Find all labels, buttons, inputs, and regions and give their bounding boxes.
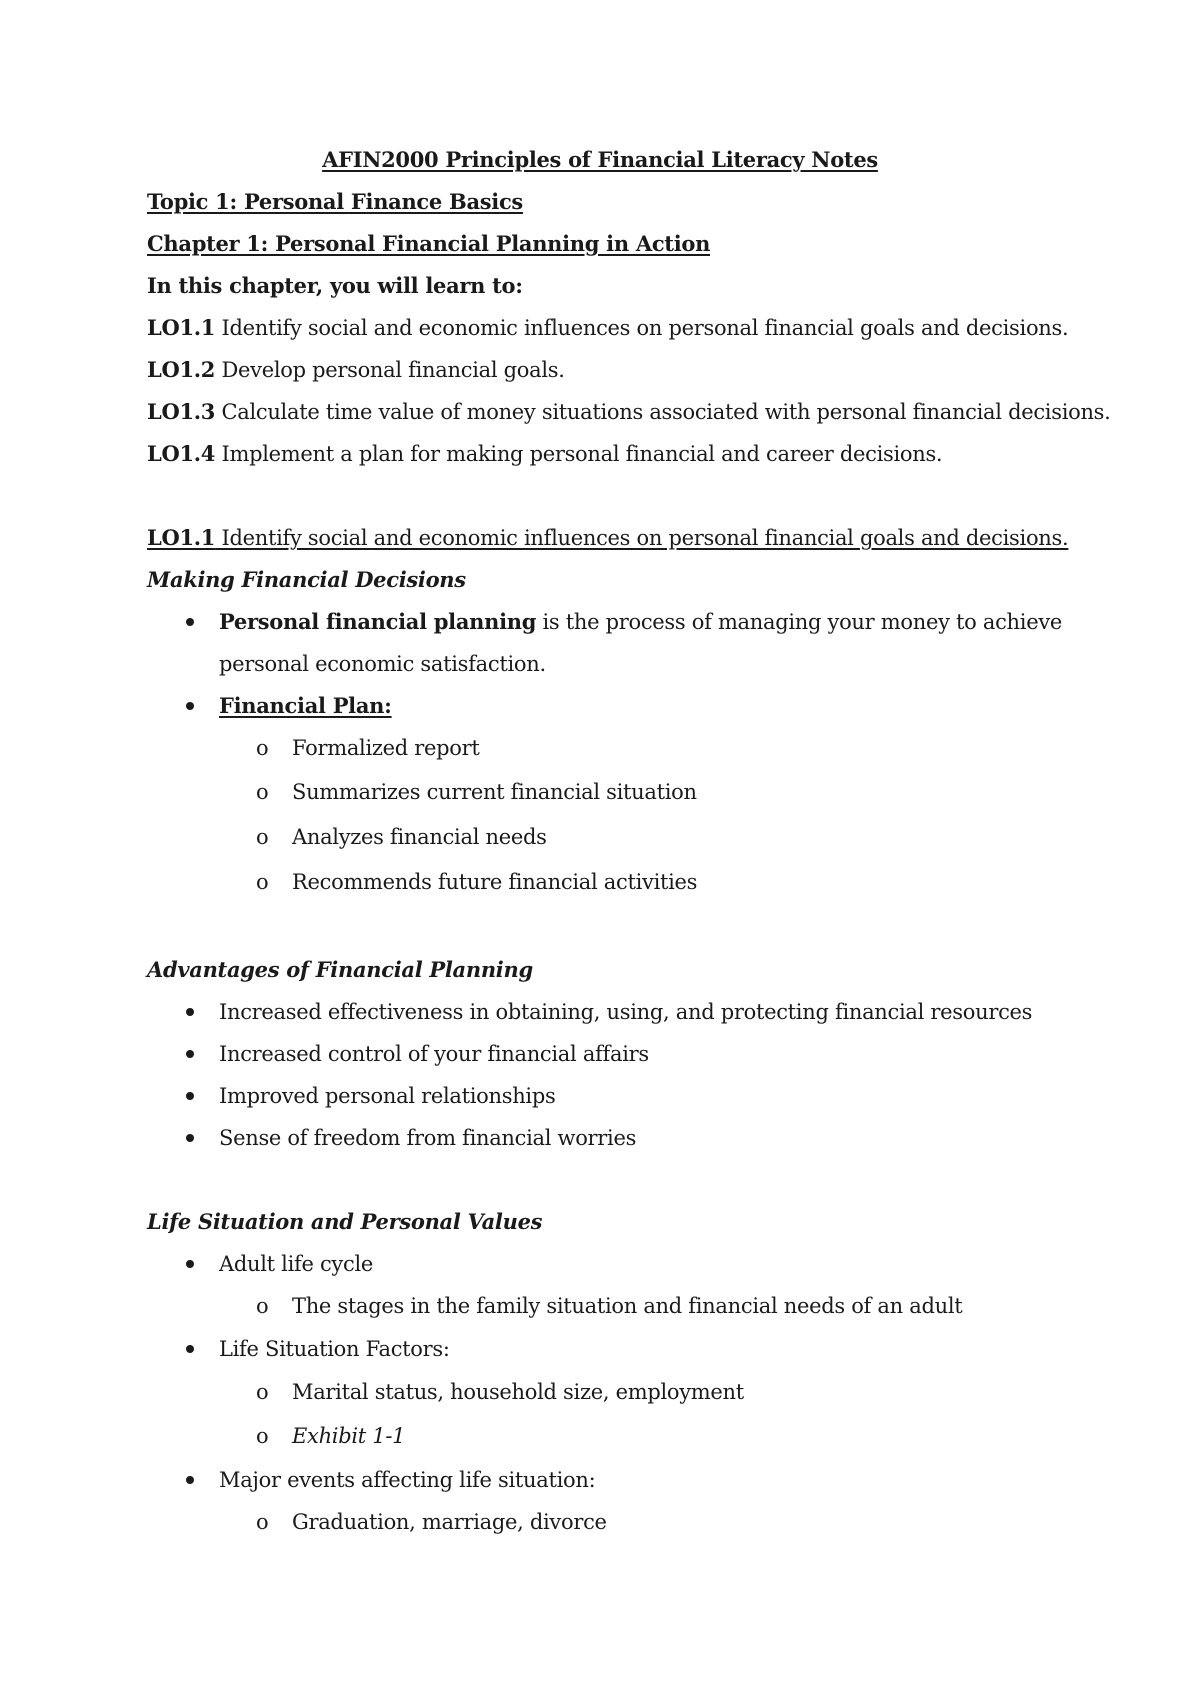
- sub-list-item: [256, 1291, 963, 1321]
- circle-bullet-icon: o: [256, 825, 269, 849]
- list-text: Improved personal relationships: [219, 1084, 556, 1108]
- chapter-heading: Chapter 1: Personal Financial Planning in Action: [147, 231, 711, 256]
- sub-list-text: Formalized report: [292, 736, 480, 760]
- sub-list-text: Summarizes current financial situation: [292, 780, 697, 804]
- sub-list-item: [256, 1377, 744, 1407]
- list-text: Sense of freedom from financial worries: [219, 1126, 637, 1150]
- objective-line: [147, 313, 1068, 343]
- sub-list-item: [256, 822, 547, 852]
- sub-list-item: [256, 1421, 406, 1451]
- sub-list-item: [256, 1507, 607, 1537]
- circle-bullet-icon: o: [256, 870, 269, 894]
- bullet-icon: [186, 1476, 194, 1484]
- sub-list-item: [256, 777, 697, 807]
- advantages-heading: Advantages of Financial Planning: [147, 957, 533, 982]
- bullet-icon: [186, 1008, 194, 1016]
- bullet-icon: [186, 1134, 194, 1142]
- list-item: [219, 1334, 450, 1364]
- bullet-icon: [186, 1050, 194, 1058]
- objective-text: Implement a plan for making personal financial and career decisions.: [215, 442, 943, 466]
- bullet-icon: [186, 1345, 194, 1353]
- list-item: [219, 1465, 595, 1495]
- objective-line: [147, 439, 942, 469]
- objective-code: LO1.3: [147, 399, 216, 424]
- sub-list-text: Graduation, marriage, divorce: [292, 1510, 607, 1534]
- objective-text: Identify social and economic influences on personal financial goals and decisions.: [215, 316, 1069, 340]
- list-item: [219, 607, 1062, 637]
- list-item: [219, 1039, 649, 1069]
- objective-text: Develop personal financial goals.: [215, 358, 565, 382]
- definition-continuation: personal economic satisfaction.: [219, 652, 546, 676]
- list-item: [219, 691, 392, 721]
- sub-list-text: Recommends future financial activities: [292, 870, 698, 894]
- circle-bullet-icon: o: [256, 1510, 269, 1534]
- objective-line: [147, 397, 1111, 427]
- objective-text: Calculate time value of money situations associated with personal financial decisions.: [215, 400, 1111, 424]
- term-personal-financial-planning: Personal financial planning: [219, 609, 537, 634]
- list-item: [219, 997, 1032, 1027]
- sub-list-text: The stages in the family situation and financial needs of an adult: [292, 1294, 963, 1318]
- section-objective-code: LO1.1: [147, 525, 216, 550]
- list-text: Increased control of your financial affairs: [219, 1042, 649, 1066]
- circle-bullet-icon: o: [256, 780, 269, 804]
- intro-text: In this chapter, you will learn to:: [147, 273, 523, 298]
- section-objective-text: Identify social and economic influences on personal financial goals and decisions.: [215, 526, 1069, 550]
- sub-list-text: Marital status, household size, employment: [292, 1380, 744, 1404]
- bullet-icon: [186, 702, 194, 710]
- objective-line: [147, 355, 565, 385]
- bullet-icon: [186, 1092, 194, 1100]
- circle-bullet-icon: o: [256, 1380, 269, 1404]
- list-text: Adult life cycle: [219, 1252, 374, 1276]
- bullet-icon: [186, 1260, 194, 1268]
- list-text: Major events affecting life situation:: [219, 1468, 596, 1492]
- bullet-icon: [186, 618, 194, 626]
- objective-code: LO1.4: [147, 441, 216, 466]
- definition-text: is the process of managing your money to achieve: [536, 610, 1063, 634]
- list-text: Life Situation Factors:: [219, 1337, 450, 1361]
- circle-bullet-icon: o: [256, 1424, 269, 1448]
- objective-code: LO1.2: [147, 357, 216, 382]
- objective-code: LO1.1: [147, 315, 216, 340]
- section-objective-heading: [147, 523, 1068, 553]
- document-title: AFIN2000 Principles of Financial Literacy Notes: [322, 147, 878, 172]
- topic-heading: Topic 1: Personal Finance Basics: [147, 189, 523, 214]
- sub-list-item: [256, 733, 480, 763]
- list-text: Increased effectiveness in obtaining, using, and protecting financial resources: [219, 1000, 1033, 1024]
- circle-bullet-icon: o: [256, 736, 269, 760]
- sub-list-item: [256, 867, 698, 897]
- list-item: [219, 1123, 636, 1153]
- exhibit-reference: Exhibit 1-1: [292, 1424, 406, 1448]
- list-item: [219, 1249, 373, 1279]
- financial-plan-label: Financial Plan:: [219, 693, 392, 718]
- list-item: [219, 1081, 555, 1111]
- sub-list-text: Analyzes financial needs: [292, 825, 547, 849]
- making-decisions-heading: Making Financial Decisions: [147, 567, 466, 592]
- life-situation-heading: Life Situation and Personal Values: [147, 1209, 543, 1234]
- circle-bullet-icon: o: [256, 1294, 269, 1318]
